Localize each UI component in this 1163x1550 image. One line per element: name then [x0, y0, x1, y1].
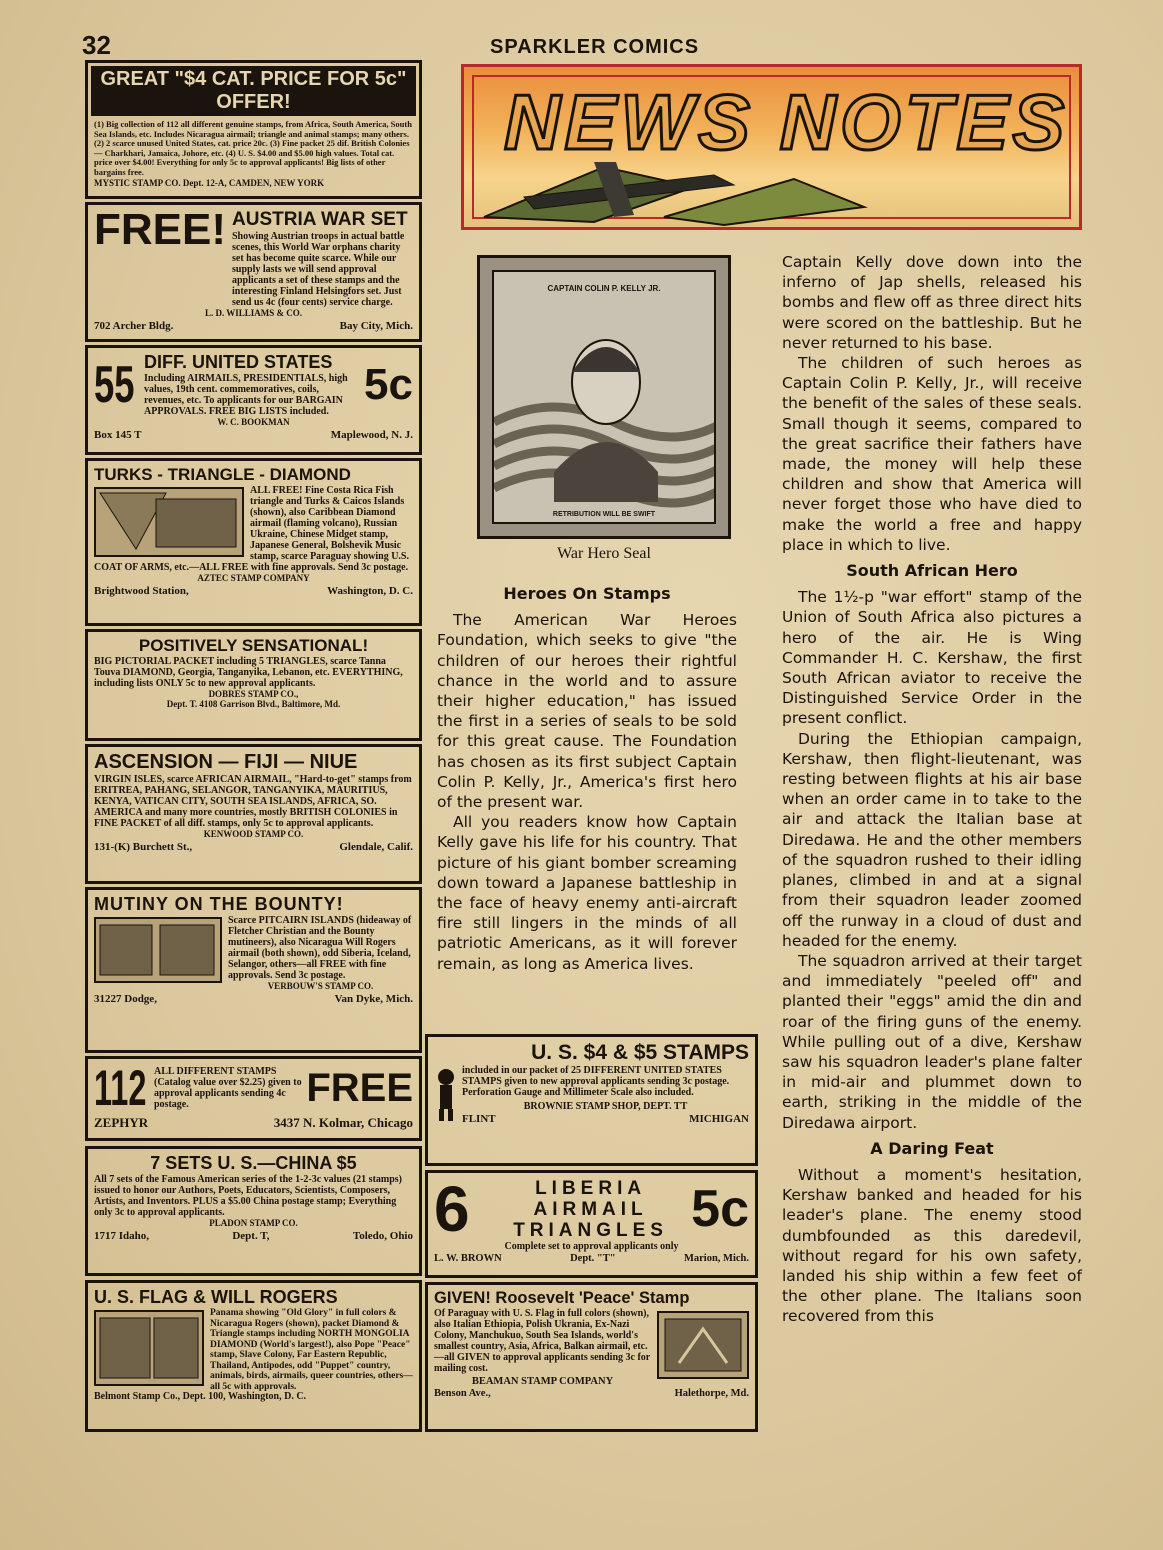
article-column-right	[782, 252, 1082, 1327]
ad-address-right: Washington, D. C.	[327, 585, 413, 597]
article-column-middle	[437, 578, 737, 974]
ad-ascension	[85, 744, 422, 884]
seal-footer: RETRIBUTION WILL BE SWIFT	[552, 511, 656, 518]
ad-title: ASCENSION — FIJI — NIUE	[94, 751, 358, 773]
flag-stamps-image	[94, 1310, 204, 1386]
ad-address-left: L. W. BROWN	[434, 1252, 502, 1264]
ad-company: BEAMAN STAMP COMPANY	[471, 1376, 614, 1387]
ad-title: GIVEN! Roosevelt 'Peace' Stamp	[434, 1289, 690, 1307]
seal-caption: War Hero Seal	[557, 545, 651, 562]
ad-address: 3437 N. Kolmar, Chicago	[273, 1115, 413, 1130]
ad-address-right: Glendale, Calif.	[339, 841, 413, 853]
ad-line-liberia: LIBERIA	[535, 1177, 647, 1199]
ad-address-right: Marion, Mich.	[683, 1252, 749, 1264]
ad-company: ZEPHYR	[94, 1115, 149, 1130]
seal-portrait-icon	[494, 272, 716, 522]
ad-given	[425, 1282, 758, 1432]
ad-address-right: Toledo, Ohio	[352, 1230, 413, 1242]
ad-title: AUSTRIA WAR SET	[232, 209, 408, 230]
ad-body: Showing Austrian troops in actual battle scenes, this World War orphans charity set has become quite scarce. While our supply lasts we will send approval applicants a set of these stamps and the interesting Finland Helsingfors set. Just send us 4c (four cents) service charge.	[232, 231, 405, 308]
ad-body: Complete set to approval applicants only	[504, 1241, 679, 1252]
ad-footer: MYSTIC STAMP CO. Dept. 12-A, CAMDEN, NEW YORK	[94, 177, 325, 188]
triangle-stamp-image	[94, 487, 244, 557]
ad-body: Of Paraguay with U. S. Flag in full colors (shown), also Italian Ethiopia, Polish Ukrania, Ex-Nazi Colony, Manchukuo, South Sea Islands, world's smallest country, Asia, Africa, Balkan airmail, etc.—all GIVEN to approval applicants sending 3c for mailing cost.	[434, 1308, 651, 1374]
ad-company: L. D. WILLIAMS & CO.	[204, 308, 303, 318]
ad-mutiny	[85, 887, 422, 1053]
pitcairn-stamps-image	[94, 917, 222, 983]
ad-big-price: 5c	[691, 1180, 749, 1238]
ad-body: Scarce PITCAIRN ISLANDS (hideaway of Fletcher Christian and the Bounty mutineers), also Nicaragua Will Rogers airmail (both shown), odd Siberia, Iceland, Selangor, others—all FREE with fine approvals. Send 3c postage.	[228, 915, 412, 981]
article-paragraph: Without a moment's hesitation, Kershaw banked and headed for his leader's plane. The enemy stood dumbfounded as this daredevil, without regard for his own safety, landed his ship within a few feet of the other plane. The Italians soon recovered from this	[782, 1165, 1082, 1326]
ad-positively	[85, 629, 422, 741]
ad-address-right: Van Dyke, Mich.	[334, 993, 413, 1005]
ad-body: All 7 sets of the Famous American series of the 1-2-3c values (21 stamps) issued to honor our Authors, Poets, Educators, Scientists, Composers, Artists, and Inventors. PLUS a $5.00 China postage stamp; Everything only 3c to approval applicants.	[94, 1174, 403, 1218]
ad-address-left: 31227 Dodge,	[94, 993, 157, 1005]
ad-big-price: 5c	[364, 359, 413, 409]
stamp-illustration-icon	[96, 919, 220, 981]
ad-body: (1) Big collection of 112 all different genuine stamps, from Africa, South America, South Sea Islands, etc. Includes Nicaragua airmail; triangle and animal stamps; many others. (2) 2 scarce unused United States, cat. price 20c. (3) Fine packet 25 dif. British Colonies — Charkhari, Jamaica, Johore, etc. (4) U. S. $4.00 and $5.00 high values. Total cat. price over $4.00! Everything for only 5c to approval applicants! Big lists of other bargains free.	[94, 119, 412, 177]
ad-big-free: FREE!	[94, 205, 226, 254]
ad-company: PLADON STAMP CO.	[209, 1218, 298, 1228]
ad-body: VIRGIN ISLES, scarce AFRICAN AIRMAIL, "Hard-to-get" stamps from ERITREA, PAHANG, SELANGOR, TANGANYIKA, MAURITIUS, KENYA, VATICAN CITY, SOUTH SEA ISLANDS, AFRICA, SO. AMERICA and many more countries, mostly BRITISH COLONIES in FINE PACKET of all diff. stamps, only 5c to approval applicants.	[94, 774, 412, 829]
ad-banner: GREAT "$4 CAT. PRICE FOR 5c" OFFER!	[91, 66, 416, 116]
ad-body: ALL FREE! Fine Costa Rica Fish triangle and Turks & Caicos Islands (shown), also Caribbean Diamond airmail (flaming volcano), Russian Ukraine, Chinese Midget stamp, Japanese General, Bolshevik Music stamp, scarce Paraguay showing U.S. COAT OF ARMS, etc.—ALL FREE with fine approvals. Send 3c postage.	[94, 485, 409, 573]
ad-big-number: 112	[94, 1060, 147, 1116]
running-header: SPARKLER COMICS	[490, 36, 700, 58]
ad-us-stamps	[425, 1034, 758, 1166]
ad-big-number: 6	[434, 1173, 470, 1245]
ad-address-right: Maplewood, N. J.	[330, 429, 413, 441]
ad-address-left: 131-(K) Burchett St.,	[94, 841, 193, 853]
ad-body: BIG PICTORIAL PACKET including 5 TRIANGLES, scarce Tanna Touva DIAMOND, Georgia, Tanganyika, Lebanon, etc. EVERYTHING, including lists ONLY 5c to new approval applicants.	[94, 656, 403, 689]
ad-company: W. C. BOOKMAN	[217, 417, 290, 427]
article-paragraph: The 1½-p "war effort" stamp of the Union of South Africa also pictures a hero of the air. He is Wing Commander H. C. Kershaw, the first South African aviator to receive the Distinguished Service Order in the present conflict.	[782, 588, 1082, 728]
ad-address-left: 702 Archer Bldg.	[94, 320, 174, 332]
stamp-illustration-icon	[96, 1312, 202, 1384]
ad-seven-sets	[85, 1146, 422, 1276]
ad-diff-us	[85, 345, 422, 455]
article-paragraph: Captain Kelly dove down into the inferno of Jap shells, released his bombs and flew off as three direct hits were scored on the battleship. But he never returned to his base.	[782, 253, 1082, 352]
ad-address-left: Brightwood Station,	[94, 585, 189, 597]
article-paragraph: The squadron arrived at their target and immediately "peeled off" and planted their "eggs" amid the din and roar of the firing guns of the enemy. While pulling out of a dive, Kershaw saw his squadron leader's plane falter in mid-air and plummet down to earth, striking in the middle of the Diredawa airport.	[782, 951, 1082, 1132]
ad-liberia	[425, 1170, 758, 1278]
ad-company: BROWNIE STAMP SHOP, DEPT. TT	[523, 1101, 688, 1112]
ad-address-right: MICHIGAN	[689, 1112, 749, 1125]
ad-title: U. S. $4 & $5 STAMPS	[531, 1041, 749, 1064]
ad-big-number: 55	[94, 355, 135, 414]
roosevelt-stamp-image	[657, 1311, 749, 1379]
heading-heroes-on-stamps: Heroes On Stamps	[503, 584, 671, 603]
seal-title: CAPTAIN COLIN P. KELLY JR.	[547, 284, 661, 293]
ad-address: Dept. T. 4108 Garrison Blvd., Baltimore, Md.	[166, 699, 341, 709]
heading-a-daring-feat: A Daring Feat	[870, 1138, 994, 1158]
article-paragraph: The American War Heroes Foundation, which seeks to give "the children of our heroes their rightful chance in the world and to assure their higher education," has issued the first in a series of seals to be sold for this great cause. The Foundation has chosen as its first subject Captain Colin P. Kelly, Jr., America's first hero of the present war.	[437, 611, 737, 812]
ad-body: included in our packet of 25 DIFFERENT UNITED STATES STAMPS given to new approval applicants sending 3c postage. Perforation Gauge and Millimeter Scale also included.	[462, 1065, 730, 1098]
ad-company: AZTEC STAMP COMPANY	[197, 573, 310, 583]
ad-body: Panama showing "Old Glory" in full colors & Nicaragua Rogers (shown), packet Diamond & Triangle stamps including NORTH MONGOLIA DIAMOND (World's largest!), also Pope "Peace" stamp, Slave Colony, Far Eastern Republic, Thailand, Antipodes, odd "Puppet" country, animals, birds, airmails, queer countries, others—all 5c with approvals.	[210, 1308, 413, 1392]
ad-austria	[85, 202, 422, 342]
ad-line-triangles: TRIANGLES	[513, 1219, 668, 1241]
heading-south-african-hero: South African Hero	[846, 561, 1018, 581]
brownie-figure-icon	[434, 1067, 458, 1123]
ad-line-airmail: AIRMAIL	[533, 1198, 648, 1220]
article-paragraph: The children of such heroes as Captain Colin P. Kelly, Jr., will receive the benefit of the sales of these seals. Small though it seems, compared to the great sacrifice their fathers have made, the money will help these children and show that America will never forget those who have died to make the world a free and happy place in which to live.	[782, 354, 1082, 554]
ad-address-left: FLINT	[462, 1112, 496, 1125]
ad-title: POSITIVELY SENSATIONAL!	[138, 636, 369, 655]
ad-address-mid: Dept. T,	[232, 1230, 270, 1242]
ad-title: 7 SETS U. S.—CHINA $5	[150, 1153, 357, 1173]
ad-company: VERBOUW'S STAMP CO.	[267, 981, 374, 991]
seal-inner	[492, 270, 716, 524]
ad-title: TURKS - TRIANGLE - DIAMOND	[94, 465, 351, 484]
ad-company: DOBRES STAMP CO.,	[208, 689, 299, 699]
ad-title: U. S. FLAG & WILL ROGERS	[94, 1287, 338, 1307]
ad-company: KENWOOD STAMP CO.	[203, 829, 304, 839]
ad-footer: Belmont Stamp Co., Dept. 100, Washington, D. C.	[94, 1391, 307, 1402]
page-number: 32	[82, 30, 111, 60]
ad-title: DIFF. UNITED STATES	[144, 352, 333, 372]
ad-title: MUTINY ON THE BOUNTY!	[94, 894, 344, 914]
ad-address-right: Bay City, Mich.	[339, 320, 413, 332]
stamp-illustration-icon	[659, 1313, 747, 1377]
article-paragraph: During the Ethiopian campaign, Kershaw, then flight-lieutenant, was resting between flights at his air base when an order came in to take to the air and attack the Italian base at Diredawa. He and the other members of the squadron rushed to their idling planes, climbed in and at a signal from their squadron leader zoomed off the runway in a cloud of dust and headed for the enemy.	[782, 729, 1082, 950]
ad-address-left: 1717 Idaho,	[94, 1230, 150, 1242]
stamp-illustration-icon	[96, 489, 242, 555]
article-paragraph: All you readers know how Captain Kelly gave his life for his country. That picture of his giant bomber screaming down toward a Japanese battleship in the face of heavy enemy anti-aircraft fire still lingers in the minds of all patriotic Americans, as it will forever remain, as long as America lives.	[437, 813, 737, 973]
ad-address-mid: Dept. "T"	[570, 1252, 616, 1264]
ad-us-flag	[85, 1280, 422, 1432]
ad-address-right: Halethorpe, Md.	[674, 1387, 749, 1399]
ad-body: ALL DIFFERENT STAMPS (Catalog value over $2.25) given to approval applicants sending 4c postage.	[154, 1066, 302, 1110]
ad-all-different	[85, 1056, 422, 1141]
ad-address-left: Benson Ave.,	[434, 1387, 491, 1399]
ad-turks	[85, 458, 422, 626]
ad-big-free: FREE	[306, 1065, 413, 1110]
news-notes-title: NEWS NOTES	[504, 78, 1069, 166]
news-notes-banner	[461, 64, 1082, 230]
war-hero-seal-image	[477, 255, 731, 539]
ad-address-left: Box 145 T	[94, 429, 142, 441]
ad-great-offer	[85, 60, 422, 199]
ad-body: Including AIRMAILS, PRESIDENTIALS, high values, 19th cent. commemoratives, coils, revenues, etc. To applicants for our BARGAIN APPROVALS. FREE BIG LISTS included.	[144, 373, 348, 417]
